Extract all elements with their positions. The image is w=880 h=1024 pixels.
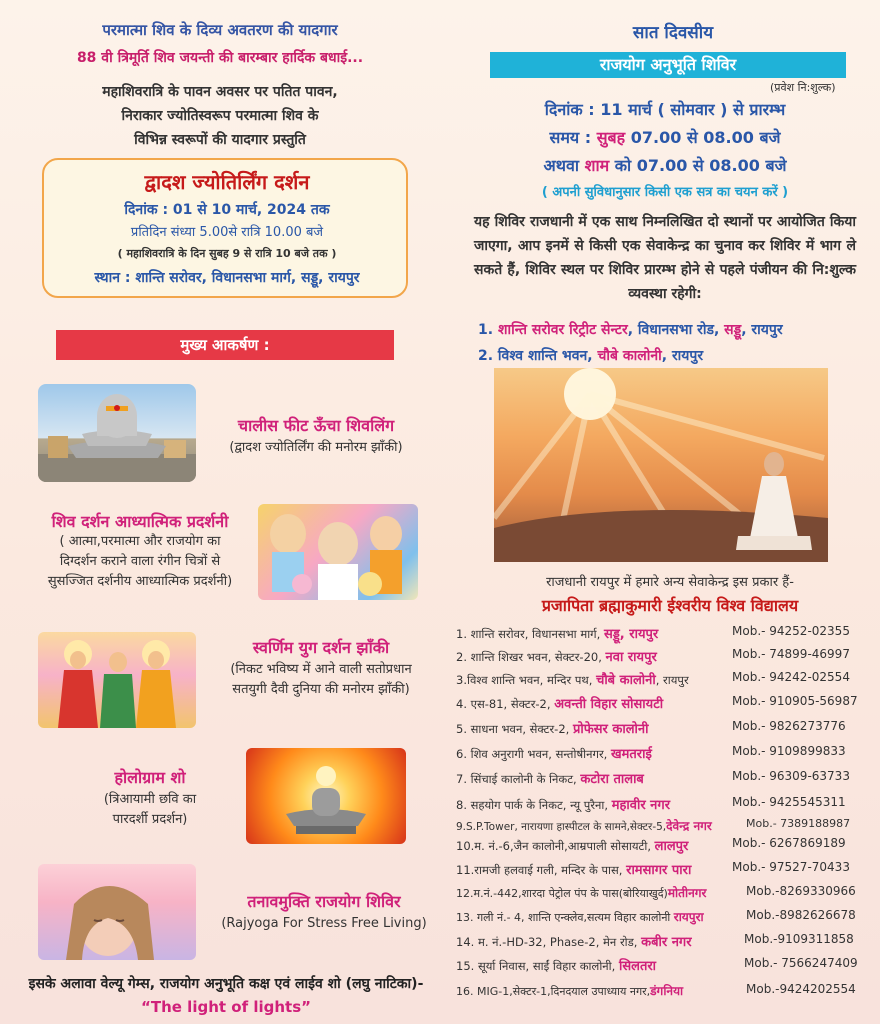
center-address: 3.विश्व शान्ति भवन, मन्दिर पथ, चौबे कालोनी, रायपुर bbox=[456, 673, 689, 688]
center-mobile: Mob.- 9425545311 bbox=[732, 795, 846, 809]
desc-line: दिग्दर्शन कराने वाला रंगीन चित्रों से bbox=[59, 554, 221, 569]
jyotirling-venue: स्थान : शान्ति सरोवर, विधानसभा मार्ग, सड्डू, रायपुर bbox=[94, 270, 360, 286]
organization-name: प्रजापिता ब्रह्माकुमारी ईश्वरीय विश्व विद्यालय bbox=[541, 596, 799, 615]
center-mobile: Mob.- 6267869189 bbox=[732, 836, 846, 850]
center-address: 13. गली नं.- 4, शान्ति एन्क्लेव,सत्यम विहार कालोनी रायपुरा bbox=[456, 910, 704, 924]
center-mobile: Mob.- 94252-02355 bbox=[732, 624, 850, 638]
loc2-area: चौबे कालोनी bbox=[597, 348, 662, 364]
relaxed-face bbox=[38, 864, 196, 960]
attraction-5-title: तनावमुक्ति राजयोग शिविर bbox=[247, 892, 401, 911]
desc-line: सुसज्जित दर्शनीय आध्यात्मिक प्रदर्शनी) bbox=[47, 574, 233, 589]
attraction-4-title: होलोग्राम शो bbox=[114, 768, 186, 787]
time-rest: 07.00 से 08.00 बजे bbox=[625, 128, 781, 147]
camp-morning-time bbox=[470, 126, 860, 148]
other-centers-intro: राजधानी रायपुर में हमारे अन्य सेवाकेन्द्र इस प्रकार हैं- bbox=[546, 575, 794, 590]
center-mobile: Mob.- 7566247409 bbox=[744, 956, 858, 970]
center-address: 11.रामजी हलवाई गली, मन्दिर के पास, रामसागर पारा bbox=[456, 863, 692, 878]
camp-title-bar: राजयोग अनुभूति शिविर bbox=[490, 52, 846, 78]
center-mobile: Mob.- 9109899833 bbox=[732, 744, 846, 758]
center-mobile: Mob.- 97527-70433 bbox=[732, 860, 850, 874]
golden-age-deities bbox=[38, 632, 196, 728]
time2-prefix: अथवा bbox=[543, 156, 585, 175]
light-of-lights-tagline: “The light of lights” bbox=[141, 998, 311, 1016]
center-address: 15. सूर्या निवास, साईं विहार कालोनी, सिलतरा bbox=[456, 959, 657, 974]
free-entry-note: (प्रवेश नि:शुल्क) bbox=[770, 81, 836, 94]
center-row bbox=[456, 624, 880, 646]
greeting-line-2: 88 वी त्रिमूर्ति शिव जयन्ती की बारम्बार हार्दिक बधाई... bbox=[76, 50, 364, 66]
attraction-1-desc: (द्वादश ज्योतिर्लिंग की मनोरम झाँकी) bbox=[229, 440, 403, 455]
center-address: 5. साधना भवन, सेक्टर-2, प्रोफेसर कालोनी bbox=[456, 722, 649, 737]
spiritual-exhibition-photo bbox=[258, 504, 418, 600]
center-row bbox=[456, 769, 880, 791]
intro-text bbox=[30, 80, 410, 152]
stress-free-photo bbox=[38, 864, 196, 960]
center-row bbox=[456, 932, 880, 954]
jyotirling-title: द्वादश ज्योतिर्लिंग दर्शन bbox=[144, 170, 310, 194]
jyotirling-note: ( महाशिवरात्रि के दिन सुबह 9 से रात्रि 10 बजे तक ) bbox=[117, 247, 337, 260]
center-row bbox=[456, 744, 880, 766]
intro-line: निराकार ज्योतिस्वरूप परमात्मा शिव के bbox=[121, 108, 319, 124]
greeting-line-1: परमात्मा शिव के दिव्य अवतरण की यादगार bbox=[102, 21, 338, 39]
center-mobile: Mob.-8982626678 bbox=[746, 908, 856, 922]
time2-rest: को 07.00 से 08.00 बजे bbox=[609, 156, 787, 175]
center-mobile: Mob.- 9826273776 bbox=[732, 719, 846, 733]
center-row bbox=[456, 719, 880, 741]
center-row bbox=[456, 836, 880, 858]
intro-line: विभिन्न स्वरूपों की यादगार प्रस्तुति bbox=[134, 132, 306, 148]
loc2-city: , रायपुर bbox=[661, 348, 704, 364]
exhibition-collage bbox=[258, 504, 418, 600]
meditation-sunrise-photo bbox=[494, 368, 828, 562]
session-choice-note: ( अपनी सुविधानुसार किसी एक सत्र का चयन करें ) bbox=[541, 185, 789, 200]
desc-line: (त्रिआयामी छवि का bbox=[103, 792, 197, 807]
hologram-show-photo bbox=[246, 748, 406, 844]
shivling-photo bbox=[38, 384, 196, 482]
desc-line: सतयुगी दैवी दुनिया की मनोरम झाँकी) bbox=[232, 682, 410, 697]
center-row bbox=[456, 795, 880, 817]
camp-description: यह शिविर राजधानी में एक साथ निम्नलिखित दो स्थानों पर आयोजित किया जाएगा, आप इनमें से किसी एक सेवाकेन्द्र का चुनाव कर शिविर में भाग ले सकते हैं, शिविर स्थल पर शिविर प्रारम्भ होने से पहले पंजीयन की नि:शुल्क व्यवस्था रहेगी: bbox=[474, 214, 856, 302]
loc1-city: , रायपुर bbox=[741, 322, 783, 338]
jyotirling-date: दिनांक : 01 से 10 मार्च, 2024 तक bbox=[124, 202, 330, 218]
attraction-1-title: चालीस फीट ऊँचा शिवलिंग bbox=[237, 416, 395, 435]
center-address: 12.म.नं.-442,शारदा पेट्रोल पंप के पास(बोरियाखुर्द)मोतीनगर bbox=[456, 886, 707, 900]
camp-location-2 bbox=[478, 346, 868, 365]
loc1-area: सड्डू bbox=[724, 322, 742, 338]
attraction-4-desc bbox=[60, 790, 240, 830]
camp-start-date: दिनांक : 11 मार्च ( सोमवार ) से प्रारम्भ bbox=[544, 100, 786, 119]
center-address: 16. MIG-1,सेक्टर-1,दिनदयाल उपाध्याय नगर,डंगनिया bbox=[456, 984, 684, 998]
center-mobile: Mob.-9109311858 bbox=[744, 932, 854, 946]
attraction-5-desc: (Rajyoga For Stress Free Living) bbox=[221, 916, 427, 931]
desc-line: (निकट भविष्य में आने वाली सतोप्रधान bbox=[230, 662, 412, 677]
center-mobile: Mob.- 910905-56987 bbox=[732, 694, 858, 708]
loc1-num: 1. bbox=[478, 322, 498, 338]
meditation-illustration bbox=[494, 368, 828, 562]
loc1-road: , विधानसभा रोड, bbox=[627, 322, 725, 338]
desc-line: पारदर्शी प्रदर्शन) bbox=[112, 812, 188, 827]
center-address: 2. शान्ति शिखर भवन, सेक्टर-20, नवा रायपुर bbox=[456, 650, 657, 665]
time-prefix: समय : bbox=[549, 128, 597, 147]
jyotirling-time: प्रतिदिन संध्या 5.00से रात्रि 10.00 बजे bbox=[130, 225, 324, 240]
center-row bbox=[456, 860, 880, 882]
attraction-3-desc bbox=[196, 660, 446, 700]
additional-attractions-text: इसके अलावा वेल्यू गेम्स, राजयोग अनुभूति कक्ष एवं लाईव शो (लघु नाटिका)- bbox=[28, 976, 424, 992]
center-row bbox=[456, 647, 880, 669]
attraction-3-title: स्वर्णिम युग दर्शन झाँकी bbox=[252, 638, 390, 657]
camp-duration-heading: सात दिवसीय bbox=[632, 23, 714, 43]
center-address: 9.S.P.Tower, नारायणा हास्पीटल के सामने,सेक्टर-5,देवेन्द्र नगर bbox=[456, 819, 712, 833]
center-address: 6. शिव अनुरागी भवन, सन्तोषीनगर, खमतराई bbox=[456, 747, 652, 762]
attraction-2-desc bbox=[20, 532, 260, 592]
center-address: 10.म. नं.-6,जैन कालोनी,आम्रपाली सोसायटी, लालपुर bbox=[456, 839, 689, 854]
center-mobile: Mob.- 96309-63733 bbox=[732, 769, 850, 783]
center-address: 1. शान्ति सरोवर, विधानसभा मार्ग, सड्डू, रायपुर bbox=[456, 627, 659, 642]
morning-label: सुबह bbox=[596, 128, 626, 147]
center-row bbox=[456, 956, 880, 978]
loc2-name: 2. विश्व शान्ति भवन, bbox=[478, 348, 598, 364]
center-mobile: Mob.- 74899-46997 bbox=[732, 647, 850, 661]
evening-label: शाम bbox=[584, 156, 610, 175]
center-address: 8. सहयोग पार्क के निकट, न्यू पुरैना, महावीर नगर bbox=[456, 798, 671, 813]
center-row bbox=[456, 908, 880, 930]
center-row bbox=[456, 884, 880, 906]
center-row bbox=[456, 670, 880, 692]
center-address: 14. म. नं.-HD-32, Phase-2, मेन रोड, कबीर नगर bbox=[456, 935, 692, 950]
center-row bbox=[456, 982, 880, 1004]
center-mobile: Mob.-8269330966 bbox=[746, 884, 856, 898]
shivling-illustration bbox=[38, 384, 196, 482]
desc-line: ( आत्मा,परमात्मा और राजयोग का bbox=[59, 534, 221, 549]
center-address: 7. सिंचाई कालोनी के निकट, कटोरा तालाब bbox=[456, 772, 644, 787]
center-mobile: Mob.-9424202554 bbox=[746, 982, 856, 996]
center-mobile: Mob.- 7389188987 bbox=[746, 817, 851, 830]
loc1-name: शान्ति सरोवर रिट्रीट सेन्टर bbox=[497, 322, 628, 338]
jyotirling-darshan-box bbox=[42, 158, 408, 298]
center-address: 4. एस-81, सेक्टर-2, अवन्ती विहार सोसायटी bbox=[456, 697, 664, 712]
center-mobile: Mob.- 94242-02554 bbox=[732, 670, 850, 684]
camp-evening-time bbox=[470, 154, 860, 176]
hologram-shivling bbox=[246, 748, 406, 844]
attractions-heading: मुख्य आकर्षण : bbox=[56, 330, 394, 360]
intro-line: महाशिवरात्रि के पावन अवसर पर पतित पावन, bbox=[102, 84, 338, 100]
center-row bbox=[456, 694, 880, 716]
camp-location-1 bbox=[478, 320, 868, 339]
golden-age-photo bbox=[38, 632, 196, 728]
attraction-2-title: शिव दर्शन आध्यात्मिक प्रदर्शनी bbox=[51, 512, 229, 531]
